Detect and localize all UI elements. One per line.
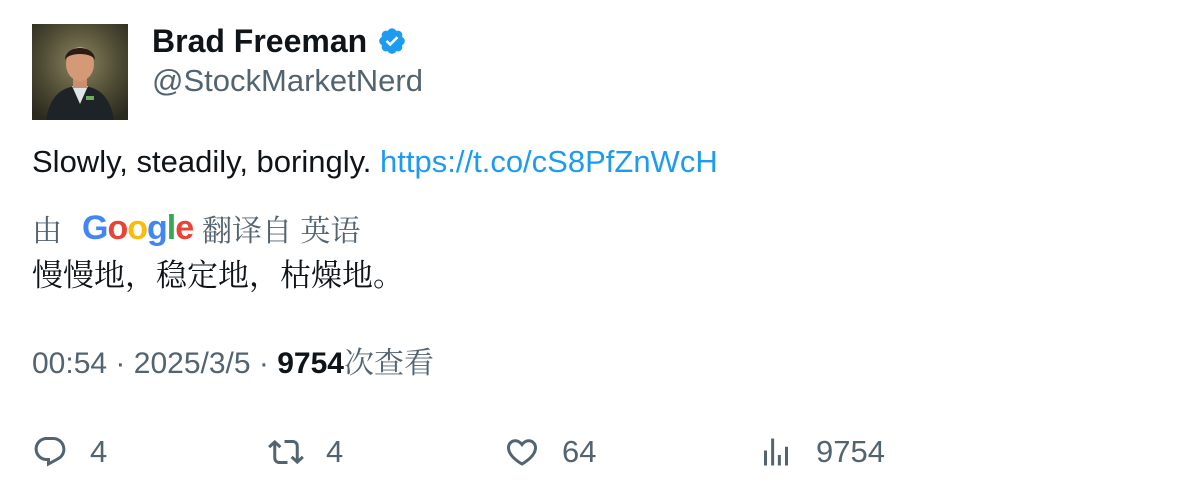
translation-prefix: 由: [32, 215, 62, 248]
like-button[interactable]: [504, 430, 596, 474]
views-label: 次查看: [343, 347, 434, 380]
like-count: 64: [562, 434, 597, 469]
tweet-text: [32, 143, 718, 181]
google-logo: [82, 209, 194, 247]
meta-separator: ·: [258, 347, 269, 380]
tweet-meta: [32, 345, 434, 383]
author-name-text[interactable]: Brad Freeman: [152, 23, 368, 59]
reply-count: 4: [90, 434, 108, 469]
verified-badge-icon: [377, 26, 407, 56]
author-name[interactable]: [152, 22, 407, 60]
meta-separator: ·: [115, 347, 126, 380]
heart-icon: [504, 434, 540, 470]
translation-attribution[interactable]: [32, 209, 360, 247]
svg-text:Google: Google: [82, 209, 194, 247]
retweet-count: 4: [326, 434, 344, 469]
analytics-icon: [758, 434, 794, 470]
views-count: 9754: [277, 347, 344, 380]
reply-icon: [32, 434, 68, 470]
tweet-time[interactable]: 00:54: [32, 347, 108, 380]
translation-label: 翻译自 英语: [202, 215, 361, 248]
views-button[interactable]: [758, 430, 885, 474]
tweet-link[interactable]: https://t.co/cS8PfZnWcH: [380, 144, 718, 179]
views-action-count: 9754: [816, 434, 885, 469]
tweet-date[interactable]: 2025/3/5: [133, 347, 251, 380]
author-handle[interactable]: @StockMarketNerd: [152, 63, 423, 98]
action-bar: [32, 430, 1032, 474]
avatar[interactable]: [32, 24, 128, 120]
tweet-body: Slowly, steadily, boringly.: [32, 144, 372, 179]
retweet-icon: [268, 434, 304, 470]
reply-button[interactable]: [32, 430, 107, 474]
retweet-button[interactable]: [268, 430, 343, 474]
translated-text: 慢慢地，稳定地，枯燥地。: [32, 258, 404, 294]
